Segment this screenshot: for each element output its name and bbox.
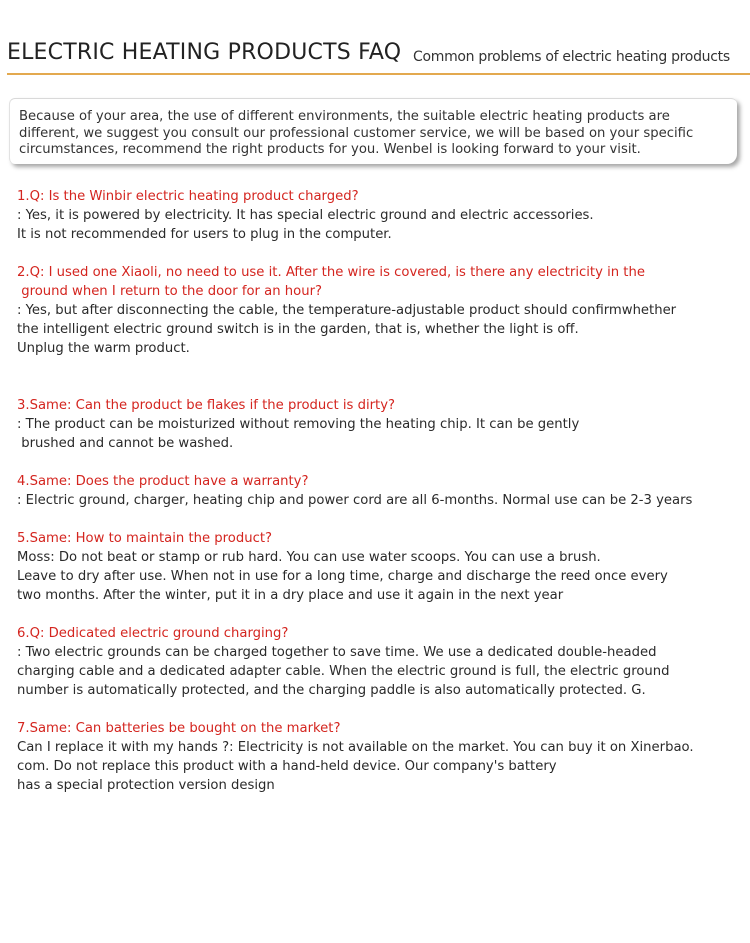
faq-question-5: 5.Same: How to maintain the product? bbox=[17, 531, 272, 546]
faq-answer-7: Can I replace it with my hands ?: Electricity is not available on the market. You can buy it on Xinerbao. com. Do not replace this product with a hand-held device. Our company's battery has a special protection version design bbox=[17, 740, 694, 793]
faq-question-7: 7.Same: Can batteries be bought on the market? bbox=[17, 721, 341, 736]
faq-question-2: 2.Q: I used one Xiaoli, no need to use it. After the wire is covered, is there any electricity in the ground when I return to the door for an hour? bbox=[17, 265, 645, 299]
faq-item-4 bbox=[17, 472, 739, 510]
faq-answer-4: : Electric ground, charger, heating chip and power cord are all 6-months. Normal use can be 2-3 years bbox=[17, 493, 693, 508]
faq-answer-6: : Two electric grounds can be charged together to save time. We use a dedicated double-headed charging cable and a dedicated adapter cable. When the electric ground is full, the electric ground number is automatically protected, and the charging paddle is also automatically protected. G. bbox=[17, 645, 670, 698]
faq-item-2 bbox=[17, 263, 739, 358]
faq-answer-5: Moss: Do not beat or stamp or rub hard. You can use water scoops. You can use a brush. Leave to dry after use. When not in use for a long time, charge and discharge the reed once every two months. After the winter, put it in a dry place and use it again in the next year bbox=[17, 550, 668, 603]
faq-question-3: 3.Same: Can the product be flakes if the product is dirty? bbox=[17, 398, 396, 413]
intro-box bbox=[9, 98, 737, 164]
faq-item-7 bbox=[17, 719, 739, 795]
faq-question-4: 4.Same: Does the product have a warranty? bbox=[17, 474, 309, 489]
faq-item-6 bbox=[17, 624, 739, 700]
faq-answer-1: : Yes, it is powered by electricity. It has special electric ground and electric accessories. It is not recommended for users to plug in the computer. bbox=[17, 208, 594, 242]
faq-answer-2: : Yes, but after disconnecting the cable, the temperature-adjustable product should confirmwhether the intelligent electric ground switch is in the garden, that is, whether the light is off. Unplug the warm product. bbox=[17, 303, 677, 356]
faq-list bbox=[17, 187, 739, 795]
faq-item-3 bbox=[17, 396, 739, 453]
header-divider bbox=[7, 73, 750, 75]
faq-question-6: 6.Q: Dedicated electric ground charging? bbox=[17, 626, 289, 641]
faq-item-5 bbox=[17, 529, 739, 605]
page-header bbox=[7, 40, 743, 74]
page-title: ELECTRIC HEATING PRODUCTS FAQ bbox=[7, 40, 402, 65]
intro-text: Because of your area, the use of different environments, the suitable electric heating products are different, we suggest you consult our professional customer service, we will be based on your specific circumstances, recommend the right products for you. Wenbel is looking forward to your visit. bbox=[19, 109, 694, 157]
faq-answer-3: : The product can be moisturized without removing the heating chip. It can be gently brushed and cannot be washed. bbox=[17, 417, 580, 451]
faq-question-1: 1.Q: Is the Winbir electric heating product charged? bbox=[17, 189, 359, 204]
faq-item-1 bbox=[17, 187, 739, 244]
page-subtitle: Common problems of electric heating products bbox=[413, 49, 730, 65]
